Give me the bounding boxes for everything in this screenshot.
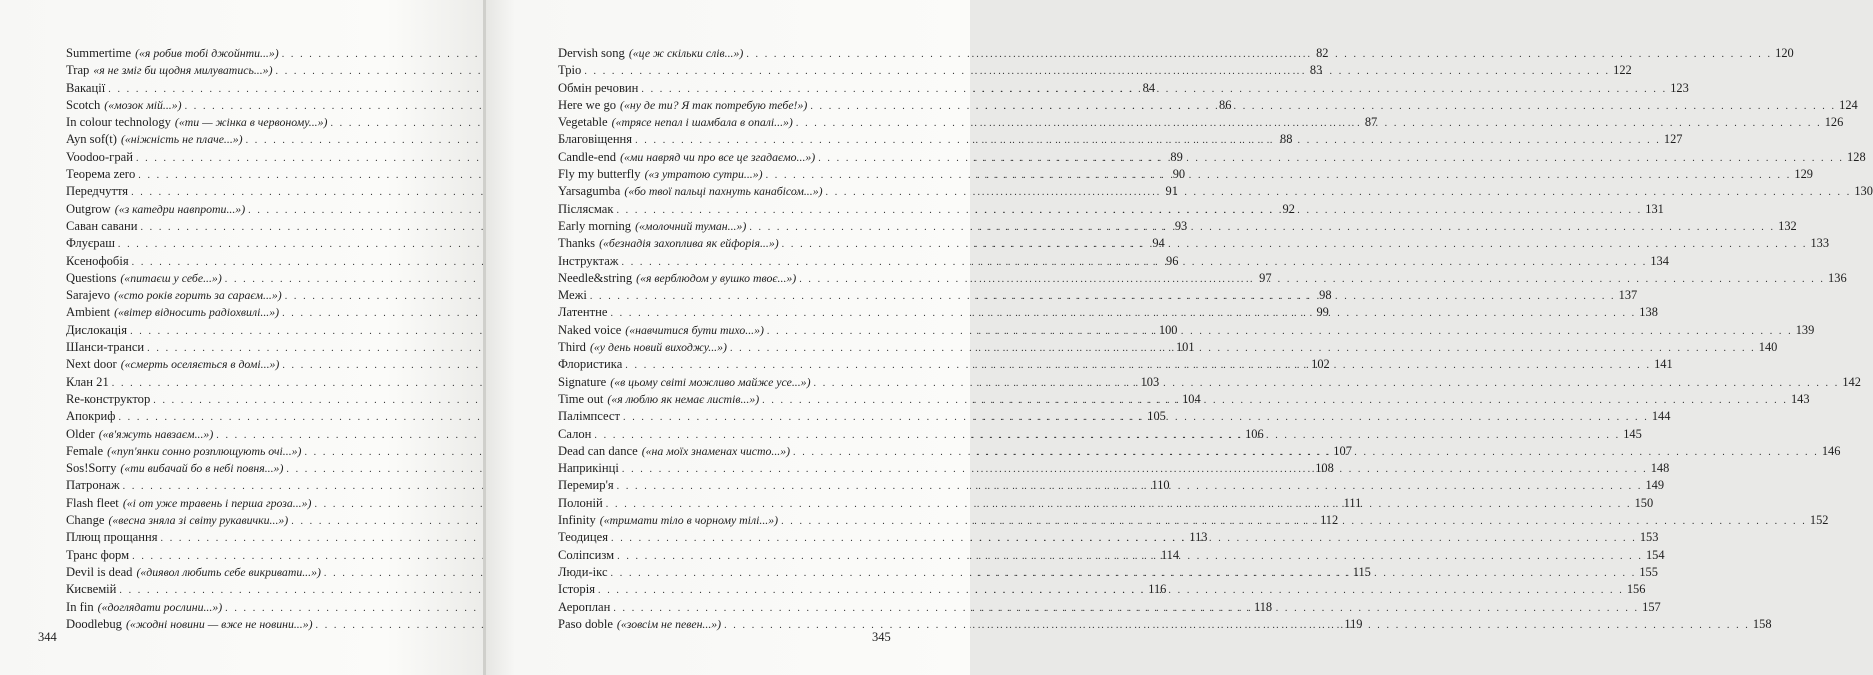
toc-entry-page-number: 83	[1309, 63, 1323, 78]
toc-entry-subtitle: («у день новий виходжу...»)	[589, 340, 727, 355]
toc-entry-title: Needle&string	[558, 270, 633, 285]
toc-entry-subtitle: («ми навряд чи про все це згадаємо...»)	[620, 149, 816, 164]
toc-entry-page-number: 140	[1758, 340, 1778, 355]
toc-entry-title: Вакації	[66, 80, 106, 95]
dot-leader	[641, 81, 1667, 98]
toc-entry-page-number: 137	[1618, 288, 1638, 303]
toc-entry-subtitle: («сто років горить за сараєм...»)	[114, 288, 282, 303]
toc-entry-title: Naked voice	[558, 322, 622, 337]
toc-entry-subtitle: («весна зняла зі світу рукавички...»)	[108, 513, 289, 528]
dot-leader	[622, 461, 1648, 478]
toc-entry-subtitle: («бо твої пальці пахнуть канабісом...»)	[624, 184, 823, 199]
toc-entry-page-number: 106	[1245, 426, 1264, 441]
dot-leader	[623, 409, 1649, 426]
toc-entry-subtitle: («я верблюдом у вушко твоє...»)	[636, 270, 797, 285]
toc-entry-page-number: 143	[1790, 391, 1810, 406]
toc-entry-title: Questions	[66, 270, 117, 285]
toc-entry-title: Ксенофобія	[66, 253, 129, 268]
toc-entry-page-number: 98	[1319, 288, 1332, 303]
toc-entry-title: Соліпсизм	[558, 547, 615, 562]
toc-entry-title: Infinity	[558, 513, 596, 528]
toc-entry-page-number: 155	[1639, 564, 1658, 579]
toc-entry-title: In colour technology	[66, 115, 171, 130]
toc-entry-page-number: 131	[1645, 201, 1664, 216]
dot-leader	[796, 115, 1822, 132]
toc-entry-page-number: 122	[1613, 63, 1632, 78]
toc-entry-title: Післясмак	[558, 201, 614, 216]
dot-leader	[613, 600, 1639, 617]
toc-entry-title: Signature	[558, 374, 607, 389]
toc-entry-page-number: 138	[1639, 305, 1658, 320]
toc-entry-title: Candle-end	[558, 149, 617, 164]
toc-entry-title: Передчуття	[66, 184, 129, 199]
toc-entry-page-number: 114	[1160, 547, 1180, 562]
toc-entry-title: Обмін речовин	[558, 80, 639, 95]
toc-entry-page-number: 129	[1794, 167, 1813, 182]
toc-entry-title: Time out	[558, 391, 604, 406]
toc-entry-title: Благовіщення	[558, 132, 633, 147]
toc-entry-page-number: 118	[1253, 599, 1273, 614]
toc-entry-title: Thanks	[558, 236, 596, 251]
dot-leader	[762, 392, 1788, 409]
dot-leader	[818, 150, 1844, 167]
toc-entry-title: Here we go	[558, 97, 617, 112]
toc-entry-page-number: 145	[1623, 426, 1642, 441]
toc-entry-page-number: 101	[1175, 340, 1195, 355]
toc-entry-subtitle: («жодні новини — вже не новини...»)	[125, 616, 313, 631]
toc-entry-page-number: 127	[1663, 132, 1683, 147]
toc-entry-page-number: 94	[1152, 236, 1165, 251]
toc-entry-title: Vegetable	[558, 115, 608, 130]
dot-leader	[799, 271, 1825, 288]
toc-entry-title: Перемир'я	[558, 478, 614, 493]
toc-entry-title: In fin	[66, 599, 94, 614]
toc-entry-title: Paso doble	[558, 616, 613, 631]
toc-entry-title: Межі	[558, 288, 587, 303]
toc-entry-subtitle: («тримати тіло в чорному тілі...»)	[599, 513, 779, 528]
toc-entry-page-number: 119	[1344, 616, 1363, 631]
toc-entry-page-number: 108	[1315, 461, 1334, 476]
toc-entry-subtitle: («я робив тобі джойнти...»)	[135, 46, 279, 60]
dot-leader	[617, 548, 1643, 565]
toc-entry-page-number: 132	[1778, 218, 1797, 233]
toc-entry-title: Trap	[66, 63, 90, 78]
toc-entry-page-number: 134	[1650, 253, 1669, 268]
toc-entry-title: Флуєраш	[66, 236, 115, 251]
toc-entry-page-number: 156	[1626, 582, 1646, 597]
toc-entry-title: Devil is dead	[66, 564, 133, 579]
toc-entry-subtitle: («ніжність не плаче...»)	[120, 132, 243, 147]
dot-leader	[814, 375, 1840, 392]
dot-leader	[590, 288, 1616, 305]
toc-entry-page-number: 84	[1142, 80, 1156, 95]
toc-entry-title: Re-конструктор	[66, 391, 151, 406]
dot-leader	[625, 357, 1651, 374]
toc-entry-title: Транс форм	[66, 547, 130, 562]
toc-entry-title: Інструктаж	[558, 253, 619, 268]
dot-leader	[749, 219, 1775, 236]
toc-entry-title: Yarsagumba	[558, 184, 621, 199]
toc-entry-title: Dead can dance	[558, 443, 638, 458]
toc-entry-title: Латентне	[558, 305, 608, 320]
toc-entry-page-number: 116	[1148, 582, 1167, 597]
toc-entry-page-number: 86	[1219, 97, 1232, 112]
toc-entry-subtitle: («на моїх знаменах чисто...»)	[641, 443, 791, 458]
toc-entry-page-number: 139	[1795, 322, 1815, 337]
toc-entry-subtitle: («навчитися бути тихо...»)	[625, 322, 764, 337]
toc-entry-title: Doodlebug	[66, 616, 122, 631]
toc-entry-page-number: 141	[1654, 357, 1673, 372]
toc-entry-title: Fly my butterfly	[558, 167, 641, 182]
toc-entry-page-number: 93	[1174, 218, 1188, 233]
dot-leader	[598, 582, 1624, 599]
toc-entry-page-number: 133	[1810, 236, 1830, 251]
toc-entry-page-number: 136	[1828, 270, 1847, 285]
toc-entry-page-number: 113	[1189, 530, 1208, 545]
toc-entry-title: Патронаж	[66, 478, 120, 493]
dot-leader	[584, 63, 1610, 80]
toc-entry-title: Next door	[66, 357, 117, 372]
toc-entry-page-number: 142	[1842, 374, 1861, 389]
toc-entry-page-number: 148	[1650, 461, 1670, 476]
toc-entry-title: Аероплан	[558, 599, 611, 614]
toc-entry-page-number: 128	[1847, 149, 1866, 164]
toc-entry-title: Female	[66, 443, 104, 458]
toc-entry-page-number: 149	[1645, 478, 1665, 493]
dot-leader	[767, 323, 1793, 340]
toc-entry-page-number: 153	[1639, 530, 1659, 545]
toc-entry-page-number: 107	[1333, 443, 1352, 458]
toc-entry-subtitle: («вітер відносить радіохвилі...»)	[114, 305, 280, 320]
dot-leader	[782, 236, 1808, 253]
toc-entry-subtitle: («пуп'янки сонно розплющують очі...»)	[107, 443, 302, 458]
dot-leader	[730, 340, 1756, 357]
toc-entry-title: Палімпсест	[558, 409, 621, 424]
toc-entry-page-number: 100	[1158, 322, 1178, 337]
toc-entry-title: Тріо	[558, 63, 582, 78]
toc-entry-title: Саван савани	[66, 218, 138, 233]
toc-entry-title: Summertime	[66, 46, 132, 60]
toc-entry-subtitle: («питаєш у себе...»)	[120, 270, 222, 285]
toc-entry-page-number: 120	[1775, 46, 1794, 60]
toc-entry-page-number: 89	[1170, 149, 1183, 164]
toc-entry-title: Sarajevo	[66, 288, 111, 303]
toc-entry-page-number: 111	[1343, 495, 1362, 510]
toc-entry-subtitle: («мозок мій...»)	[104, 97, 182, 112]
toc-entry-page-number: 96	[1166, 253, 1179, 268]
dot-leader	[594, 427, 1620, 444]
page-number-left: 344	[38, 630, 57, 644]
toc-entry-subtitle: («ну де ти? Я так потребую тебе!»)	[620, 97, 808, 112]
toc-entry-page-number: 105	[1147, 409, 1166, 424]
toc-entry-title: Теодицея	[558, 530, 609, 545]
toc-entry-title: Люди-ікс	[558, 564, 608, 579]
toc-entry-title: Кисвемій	[66, 582, 117, 597]
toc-entry-title: Наприкінці	[558, 461, 619, 476]
toc-entry-title: Scotch	[66, 97, 101, 112]
toc-entry-subtitle: («і от уже травень і перша гроза...»)	[122, 495, 312, 510]
toc-entry-subtitle: («в цьому світі можливо майже усе...»)	[610, 374, 811, 389]
toc-entry-subtitle: («в'яжуть навзаєм...»)	[98, 426, 214, 441]
toc-entry-page-number: 124	[1839, 97, 1858, 112]
toc-entry-subtitle: («це ж скільки слів...»)	[628, 46, 744, 60]
toc-entry-page-number: 88	[1280, 132, 1293, 147]
dot-leader	[611, 565, 1637, 582]
toc-entry-subtitle: («я люблю як немає листів...»)	[607, 391, 760, 406]
dot-leader	[617, 478, 1643, 495]
toc-entry-page-number: 158	[1752, 616, 1772, 631]
toc-entry-page-number: 91	[1165, 184, 1178, 199]
toc-entry-page-number: 87	[1364, 115, 1378, 130]
toc-entry-page-number: 99	[1316, 305, 1329, 320]
dot-leader	[616, 202, 1642, 219]
toc-entry-title: Апокриф	[66, 409, 116, 424]
toc-entry-subtitle: («зовсім не певен...»)	[616, 616, 722, 631]
dot-leader	[610, 305, 1636, 322]
toc-entry-title: Флористика	[558, 357, 623, 372]
toc-entry-title: Дислокація	[66, 322, 128, 337]
dot-leader	[766, 167, 1792, 184]
toc-entry-subtitle: «я не зміг би щодня милуватись...»)	[93, 63, 273, 78]
toc-entry-title: Теорема zero	[66, 167, 136, 182]
toc-entry-page-number: 152	[1809, 513, 1829, 528]
dot-leader	[781, 513, 1807, 530]
toc-entry-title: Early morning	[558, 218, 632, 233]
toc-entry-page-number: 112	[1320, 513, 1339, 528]
toc-entry-title: Older	[66, 426, 95, 441]
toc-entry-subtitle: («ти вибачай бо в небі повня...»)	[120, 461, 284, 476]
dot-leader	[606, 496, 1632, 513]
toc-entry-title: Плющ прощання	[66, 530, 158, 545]
toc-entry-page-number: 150	[1634, 495, 1654, 510]
toc-entry-page-number: 146	[1821, 443, 1841, 458]
toc-entry-subtitle: («молочний туман...»)	[635, 218, 747, 233]
toc-entry-page-number: 104	[1182, 391, 1201, 406]
toc-entry-subtitle: («диявол любить себе викривати...»)	[136, 564, 321, 579]
dot-leader	[635, 132, 1661, 149]
toc-entry-title: Полоній	[558, 495, 603, 510]
toc-entry-subtitle: («безнадія захоплива як ейфорія...»)	[599, 236, 779, 251]
toc-entry-page-number: 103	[1140, 374, 1160, 389]
toc-entry-title: Voodoo-грай	[66, 149, 133, 164]
toc-entry-title: Ambient	[66, 305, 111, 320]
toc-entry-page-number: 97	[1259, 270, 1272, 285]
page-number-right: 345	[872, 630, 891, 644]
toc-entry-title: Sos!Sorry	[66, 461, 117, 476]
toc-entry-page-number: 90	[1172, 167, 1186, 182]
toc-entry-title: Flash fleet	[66, 495, 119, 510]
toc-entry-subtitle: («смерть оселяється в домі...»)	[120, 357, 280, 372]
toc-entry-subtitle: («доглядати рослини...»)	[97, 599, 223, 614]
dot-leader	[746, 46, 1772, 63]
toc-entry-page-number: 123	[1670, 80, 1689, 95]
toc-entry-title: Клан 21	[66, 374, 109, 389]
toc-entry-page-number: 130	[1854, 184, 1873, 199]
dot-leader	[622, 254, 1648, 271]
toc-entry-title: Change	[66, 513, 105, 528]
toc-entry-page-number: 126	[1824, 115, 1844, 130]
toc-entry-page-number: 154	[1645, 547, 1665, 562]
toc-entry-page-number: 92	[1282, 201, 1295, 216]
dot-leader	[793, 444, 1819, 461]
toc-entry-title: Історія	[558, 582, 596, 597]
dot-leader	[611, 530, 1637, 547]
toc-entry-title: Шанси-транси	[66, 340, 145, 355]
toc-entry-page-number: 144	[1651, 409, 1671, 424]
dot-leader	[826, 184, 1852, 201]
toc-entry-page-number: 157	[1642, 599, 1661, 614]
dot-leader	[810, 98, 1836, 115]
toc-entry-page-number: 115	[1352, 564, 1371, 579]
toc-entry-subtitle: («з катедри навпроти...»)	[114, 201, 246, 216]
toc-entry-page-number: 102	[1311, 357, 1330, 372]
toc-entry-title: Third	[558, 340, 586, 355]
toc-entry-title: Outgrow	[66, 201, 111, 216]
toc-entry-title: Dervish song	[558, 46, 625, 60]
toc-entry-title: Салон	[558, 426, 592, 441]
toc-entry-subtitle: («з утратою сутри...»)	[644, 167, 763, 182]
toc-entry-title: Ayn sof(t)	[66, 132, 117, 147]
toc-entry-page-number: 82	[1316, 46, 1329, 60]
toc-entry-page-number: 110	[1151, 478, 1170, 493]
toc-entry-subtitle: («трясе непал і шамбала в опалі...»)	[611, 115, 793, 130]
toc-entry-subtitle: («ти — жінка в червоному...»)	[174, 115, 328, 130]
